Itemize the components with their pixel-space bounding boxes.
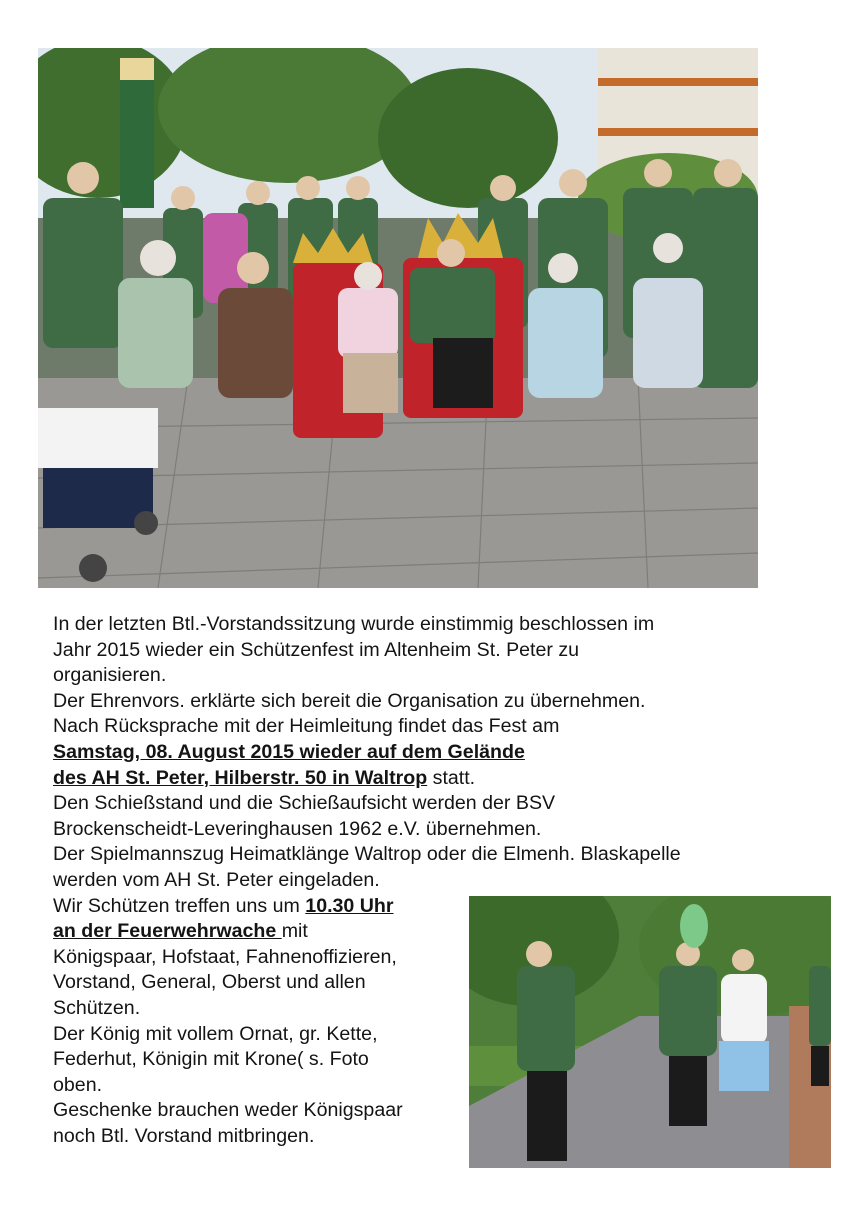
text-line: oben. <box>53 1073 103 1096</box>
text-line: Brockenscheidt-Leveringhausen 1962 e.V. übernehmen. <box>53 817 542 840</box>
text-line: Der Ehrenvors. erklärte sich bereit die Organisation zu übernehmen. <box>53 689 646 712</box>
date-line <box>53 740 793 766</box>
event-date-bold: Samstag, 08. August 2015 wieder auf dem Gelände <box>53 740 525 763</box>
text-line: Der Spielmannszug Heimatklänge Waltrop oder die Elmenh. Blaskapelle <box>53 843 681 866</box>
meet-line <box>53 894 453 920</box>
salute-photo <box>469 896 831 1168</box>
meet-place-line <box>53 919 453 945</box>
venue-suffix: statt. <box>427 766 476 789</box>
text-line: werden vom AH St. Peter eingeladen. <box>53 868 380 891</box>
text-line: noch Btl. Vorstand mitbringen. <box>53 1124 315 1147</box>
text-line: organisieren. <box>53 664 167 687</box>
text-line: Jahr 2015 wieder ein Schützenfest im Altenheim St. Peter zu <box>53 638 580 661</box>
meet-suffix: mit <box>281 920 308 943</box>
venue-line <box>53 766 793 792</box>
text-line: In der letzten Btl.-Vorstandssitzung wurde einstimmig beschlossen im <box>53 613 655 635</box>
text-line: Federhut, Königin mit Krone( s. Foto <box>53 1048 369 1071</box>
text-line: Der König mit vollem Ornat, gr. Kette, <box>53 1022 378 1045</box>
meet-prefix: Wir Schützen treffen uns um <box>53 894 306 917</box>
text-line: Schützen. <box>53 996 141 1019</box>
text-line: Den Schießstand und die Schießaufsicht werden der BSV <box>53 792 556 815</box>
event-venue-bold: des AH St. Peter, Hilberstr. 50 in Waltrop <box>53 766 428 789</box>
text-line: Geschenke brauchen weder Königspaar <box>53 1099 403 1122</box>
text-line: Vorstand, General, Oberst und allen <box>53 971 366 994</box>
text-line: Königspaar, Hofstaat, Fahnenoffizieren, <box>53 945 397 968</box>
text-line: Nach Rücksprache mit der Heimleitung findet das Fest am <box>53 715 560 738</box>
meet-time-bold: 10.30 Uhr <box>305 894 394 917</box>
meet-place-bold: an der Feuerwehrwache <box>53 920 282 943</box>
group-photo <box>38 48 758 588</box>
